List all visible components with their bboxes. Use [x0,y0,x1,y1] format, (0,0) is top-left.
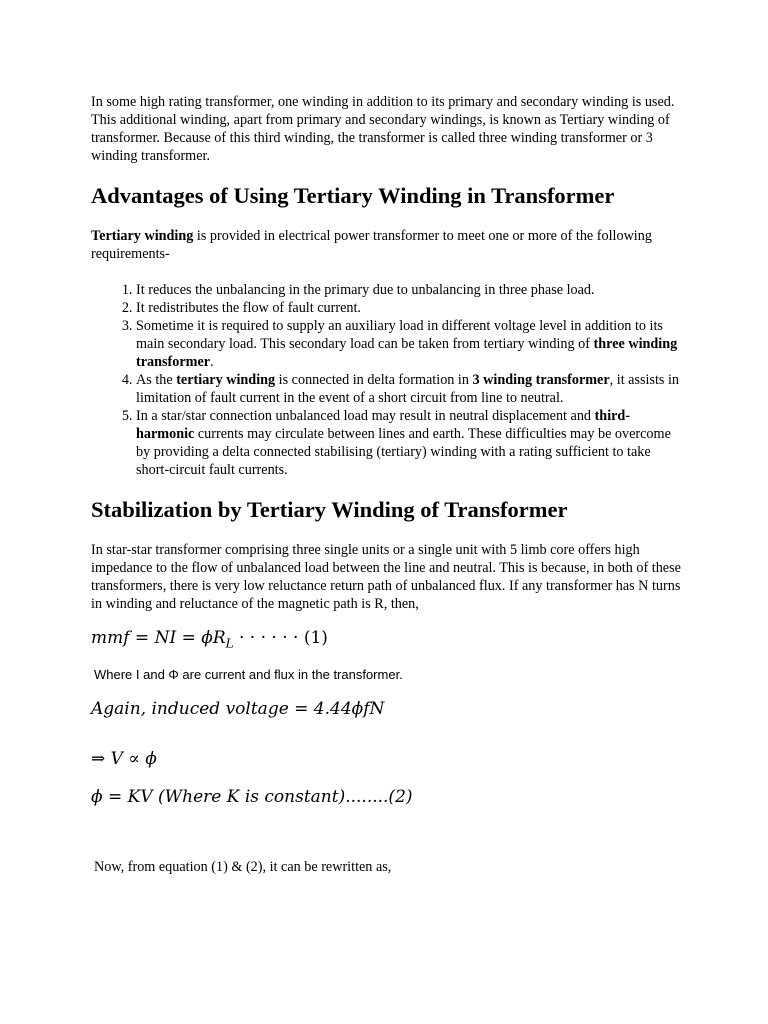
heading-advantages: Advantages of Using Tertiary Winding in Transformer [91,183,615,208]
list-item-text: is connected in delta formation in [275,372,473,388]
list-item-text: In a star/star connection unbalanced load may result in neutral displacement and [136,408,595,424]
tertiary-lead-paragraph [91,227,681,263]
list-item [136,281,681,299]
heading-stabilization: Stabilization by Tertiary Winding of Transformer [91,497,568,522]
tertiary-lead-bold: Tertiary winding [91,228,194,244]
list-item-bold: three winding transformer [136,336,678,370]
equation-mmf-main: mmf = NI = ϕR [91,628,226,648]
list-item-text: It reduces the unbalancing in the primary due to unbalancing in three phase load. [136,282,595,298]
list-item-bold: tertiary winding [176,372,276,388]
requirements-list [91,281,681,479]
intro-paragraph: In some high rating transformer, one winding in addition to its primary and secondary winding is used. This additional winding, apart from primary and secondary windings, is known as Tertiary winding of transformer. Because of this third winding, the transformer is called three winding transformer or 3 winding transformer. [91,94,675,164]
equation-induced-voltage: Again, induced voltage = 4.44ϕfN [91,699,385,719]
list-item-text: It redistributes the flow of fault current. [136,300,361,316]
list-item-bold: third-harmonic [136,408,631,442]
tertiary-lead-text: is provided in electrical power transformer to meet one or more of the following requirements- [91,228,652,262]
list-item-text: As the [136,372,177,388]
list-item-text: Sometime it is required to supply an auxiliary load in different voltage level in addition to its main secondary load. This secondary load can be taken from tertiary winding of [136,318,663,352]
list-item-bold: 3 winding transformer [472,372,610,388]
list-item [136,371,681,407]
list-item [136,407,681,479]
equation-mmf-tail: · · · · · · (1) [233,628,328,648]
closing-sentence: Now, from equation (1) & (2), it can be rewritten as, [94,859,392,875]
equation-constant: ϕ = KV (Where K is constant)........(2) [91,787,413,807]
equation-note: Where I and Φ are current and flux in the transformer. [94,667,403,682]
equation-mmf [91,627,328,654]
stabilization-paragraph: In star-star transformer comprising three single units or a single unit with 5 limb core offers high impedance to the flow of unbalanced load between the line and neutral. This is because, in both of these transformers, there is very low reluctance return path of unbalanced flux. If any transformer has N turns in winding and reluctance of the magnetic path is R, then, [91,542,681,612]
list-item [136,317,681,371]
equation-proportional: ⇒ V ∝ ϕ [91,749,157,769]
list-item-text: currents may circulate between lines and earth. These difficulties may be overcome by providing a delta connected stabilising (tertiary) winding with a rating sufficient to take short-circuit fault currents. [136,426,671,478]
list-item-text: , it assists in limitation of fault current in the event of a short circuit from line to neutral. [136,372,680,406]
list-item-text: . [210,354,214,370]
list-item [136,299,681,317]
equation-mmf-subscript: L [225,636,234,651]
